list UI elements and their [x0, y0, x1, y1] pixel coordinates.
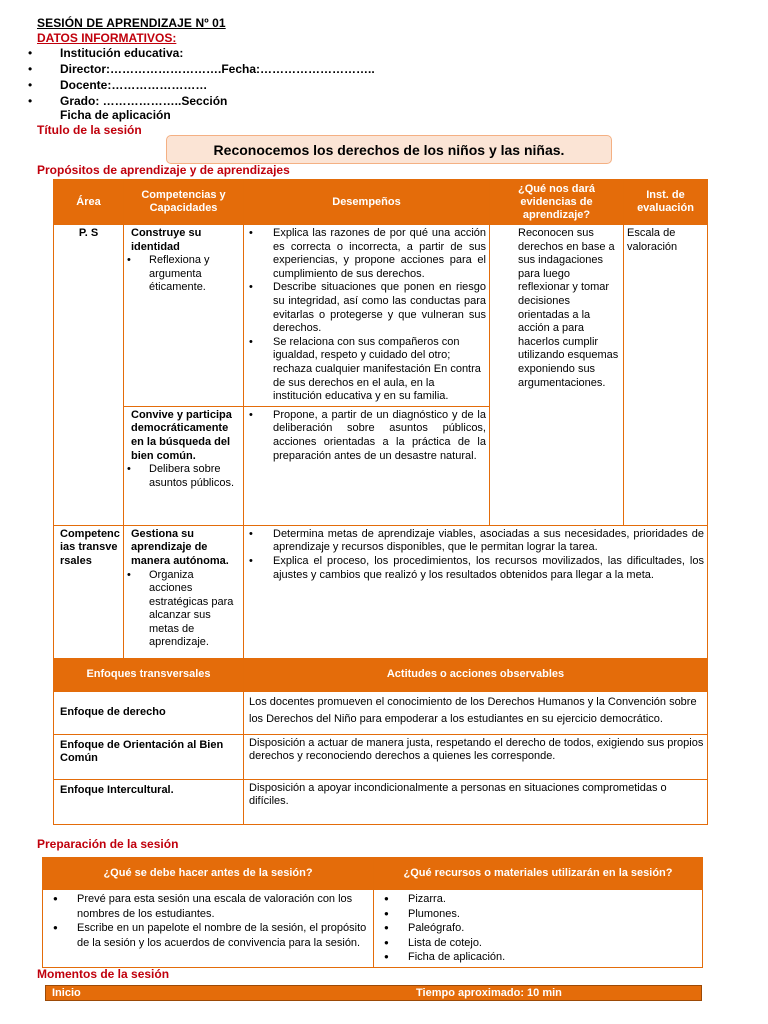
- enfoque-row: [54, 779, 708, 824]
- instrumento-cell: Escala de valoración: [624, 225, 708, 526]
- capacidad-item: • Organiza acciones estratégicas para alcanzar sus metas de aprendizaje.: [127, 569, 240, 651]
- enfoque-name: Enfoque de Orientación al Bien Común: [54, 734, 244, 779]
- enfoque-row: [54, 734, 708, 779]
- inicio-label: Inicio: [52, 987, 81, 999]
- preparacion-table: [42, 857, 703, 968]
- datos-informativos-label: DATOS INFORMATIVOS:: [37, 31, 177, 45]
- header-antes: ¿Qué se debe hacer antes de la sesión?: [43, 858, 374, 890]
- capacidad-item: • Reflexiona y argumenta éticamente.: [127, 254, 240, 295]
- desempeno-item: • Explica las razones de por qué una acción es correcta o incorrecta, a partir de sus experiencias, y propone acciones para el cumplimiento de sus derechos.: [247, 227, 486, 281]
- tiempo-label: Tiempo aproximado: 10 min: [416, 987, 562, 999]
- desempenos-cell: [244, 525, 708, 658]
- capacidad-item: • Delibera sobre asuntos públicos.: [127, 463, 240, 490]
- enfoques-header-row: [54, 658, 708, 691]
- propositos-label: Propósitos de aprendizaje y de aprendizajes: [37, 163, 290, 177]
- list-item: ● Prevé para esta sesión una escala de valoración con los nombres de los estudiantes.: [47, 892, 369, 921]
- list-item: ● Paleógrafo.: [378, 921, 698, 936]
- session-title: Reconocemos los derechos de los niños y las niñas.: [213, 141, 565, 158]
- competencia-cell: [124, 225, 244, 407]
- enfoque-actitud: Los docentes promueven el conocimiento de los Derechos Humanos y la Convención sobre los Derechos del Niño para empoderar a los estudiantes en su ejercicio democrático.: [244, 691, 708, 734]
- info-list: [28, 46, 375, 110]
- competencia-cell: [124, 406, 244, 525]
- desempeno-item: • Se relaciona con sus compañeros con igualdad, respeto y cuidado del otro; rechaza cualquier manifestación En contra de sus derechos en el aula, en la institución educativa y en su familia.: [247, 336, 486, 404]
- competencia-title: Construye su identidad: [131, 227, 202, 253]
- header-competencias: Competencias y Capacidades: [124, 180, 244, 225]
- table-row: [54, 225, 708, 407]
- desempeno-item: • Propone, a partir de un diagnóstico y de la deliberación sobre asuntos públicos, acciones orientadas a la práctica de la preparación antes de un desastre natural.: [247, 409, 486, 463]
- info-item-grado: • Grado: ………………..Sección: [28, 94, 375, 110]
- enfoque-actitud: Disposición a actuar de manera justa, respetando el derecho de todos, exigiendo sus propios derechos y reconociendo derechos a quienes les corresponde.: [244, 734, 708, 779]
- desempeno-item: • Determina metas de aprendizaje viables, asociadas a sus necesidades, prioridades de aprendizaje y recursos disponibles, que le permitan lograr la tarea.: [247, 528, 704, 555]
- area-ps: P. S: [54, 225, 124, 526]
- list-item: ● Lista de cotejo.: [378, 936, 698, 951]
- preparacion-label: Preparación de la sesión: [37, 837, 179, 851]
- enfoque-actitud: Disposición a apoyar incondicionalmente a personas en situaciones comprometidas o difíciles.: [244, 779, 708, 824]
- desempenos-cell: [244, 406, 490, 525]
- session-title-box: [166, 135, 612, 164]
- header-actitudes: Actitudes o acciones observables: [244, 658, 708, 691]
- inicio-bar: [45, 985, 702, 1001]
- momentos-label: Momentos de la sesión: [37, 967, 170, 981]
- ficha-label: Ficha de aplicación: [60, 108, 171, 122]
- info-item-director: • Director:……………………….Fecha:………………………..: [28, 62, 375, 78]
- enfoque-name: Enfoque de derecho: [54, 691, 244, 734]
- recursos-cell: [374, 890, 703, 968]
- evidencia-cell: Reconocen sus derechos en base a sus indagaciones para luego reflexionar y tomar decisiones orientadas a la acción a para hacerlos cumplir utilizando esquemas exponiendo sus argumentaciones.: [490, 225, 624, 526]
- desempeno-item: • Describe situaciones que ponen en riesgo su integridad, así como las conductas para evitarlas o protegerse y que vulneran sus derechos.: [247, 281, 486, 335]
- desempeno-item: • Explica el proceso, los procedimientos, los recursos movilizados, las dificultades, los ajustes y cambios que realizó y los resultados obtenidos para llegar a la meta.: [247, 555, 704, 582]
- header-desempenos: Desempeños: [244, 180, 490, 225]
- antes-cell: [43, 890, 374, 968]
- desempenos-cell: [244, 225, 490, 407]
- session-number-title: SESIÓN DE APRENDIZAJE Nº 01: [37, 16, 226, 30]
- info-item-docente: • Docente:……………………: [28, 78, 375, 94]
- competencia-title: Gestiona su aprendizaje de manera autónoma.: [131, 527, 229, 567]
- list-item: ● Pizarra.: [378, 892, 698, 907]
- header-inst: Inst. de evaluación: [624, 180, 708, 225]
- list-item: ● Ficha de aplicación.: [378, 950, 698, 965]
- area-transversales: Competencias transversales: [54, 525, 124, 658]
- header-evidencias: ¿Qué nos dará evidencias de aprendizaje?: [490, 180, 624, 225]
- header-area: Área: [54, 180, 124, 225]
- table-row: [54, 525, 708, 658]
- info-item-institucion: • Institución educativa:: [28, 46, 375, 62]
- enfoque-name: Enfoque Intercultural.: [54, 779, 244, 824]
- header-recursos: ¿Qué recursos o materiales utilizarán en la sesión?: [374, 858, 703, 890]
- competencia-cell: [124, 525, 244, 658]
- competencia-title: Convive y participa democráticamente en la búsqueda del bien común.: [131, 408, 232, 462]
- list-item: ● Plumones.: [378, 907, 698, 922]
- enfoque-row: [54, 691, 708, 734]
- table-row: [43, 890, 703, 968]
- titulo-sesion-label: Título de la sesión: [37, 123, 142, 137]
- list-item: ● Escribe en un papelote el nombre de la sesión, el propósito de la sesión y los acuerdos de convivencia para la sesión.: [47, 921, 369, 950]
- purposes-table: [53, 179, 708, 825]
- header-enfoques: Enfoques transversales: [54, 658, 244, 691]
- preparacion-header-row: [43, 858, 703, 890]
- table-header-row: [54, 180, 708, 225]
